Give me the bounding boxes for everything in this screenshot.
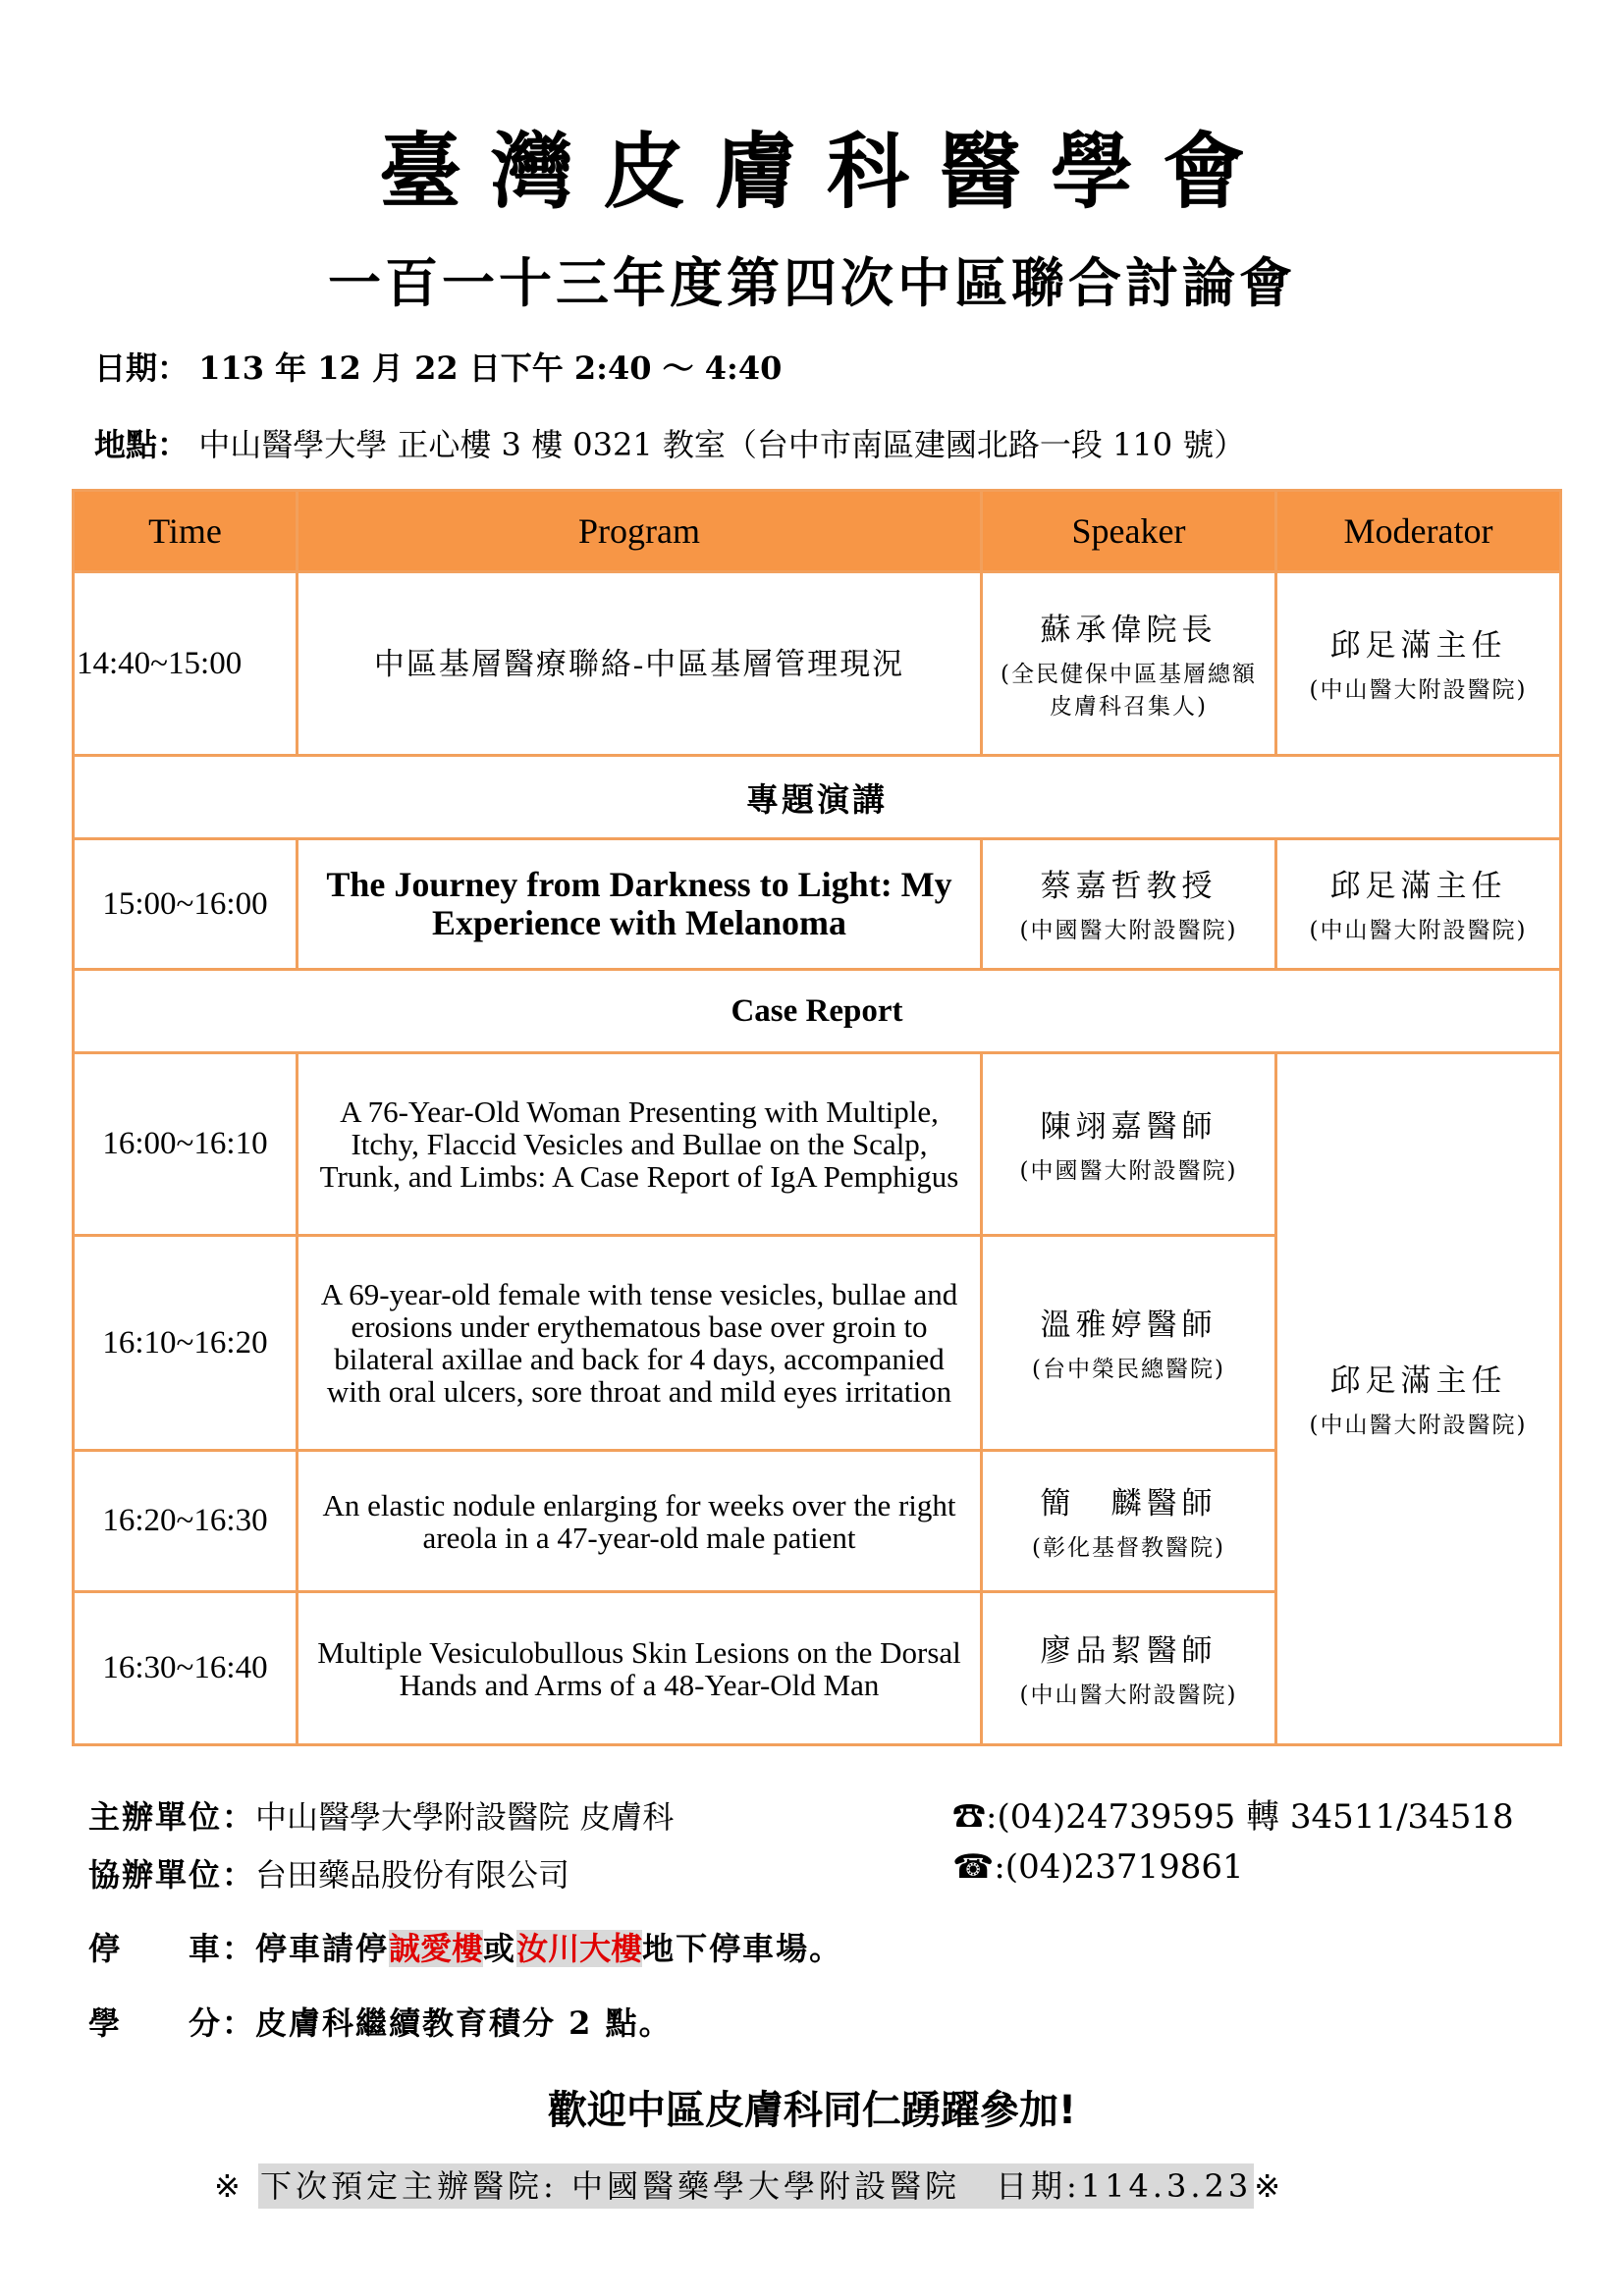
table-header-row — [74, 491, 1561, 572]
program-table — [72, 489, 1562, 1746]
speaker-affiliation: (彰化基督教醫院) — [1032, 1534, 1225, 1561]
organizer-value: 中山醫學大學附設醫院 皮膚科 — [255, 1798, 675, 1836]
moderator-affiliation: (中山醫大附設醫院) — [1309, 918, 1528, 943]
place-value: 中山醫學大學 正心樓 3 樓 0321 教室（台中市南區建國北路一段 110 號） — [198, 426, 1246, 463]
speaker-name: 廖品絜醫師 — [1040, 1632, 1218, 1669]
parking-text-mid: 或 — [483, 1930, 517, 1967]
speaker-affiliation: (全民健保中區基層總額皮膚科召集人) — [1001, 661, 1257, 720]
speaker-affiliation: (中國醫大附設醫院) — [1019, 1157, 1238, 1184]
next-meeting-text: 下次預定主辦醫院: 中國醫藥學大學附設醫院 日期:114.3.23 — [258, 2163, 1254, 2209]
header-speaker: Speaker — [982, 491, 1276, 572]
table-row — [74, 839, 1561, 970]
section-row — [74, 756, 1561, 839]
header-program: Program — [298, 491, 982, 572]
speaker-name: 蔡嘉哲教授 — [1040, 869, 1218, 904]
place-line — [94, 420, 1245, 465]
co-organizer-phone: ☎:(04)23719861 — [952, 1847, 1244, 1887]
program-cell: A 76-Year-Old Woman Presenting with Multiple, Itchy, Flaccid Vesicles and Bullae on the Scalp, Trunk, and Limbs: A Case Report of IgA Pemphigus — [298, 1053, 982, 1236]
reference-mark-left: ※ — [214, 2167, 244, 2205]
society-title: 臺灣皮膚科醫學會 — [378, 124, 1274, 220]
moderator-cell — [1276, 839, 1561, 970]
moderator-affiliation: (中山醫大附設醫院) — [1309, 677, 1528, 703]
speaker-name: 溫雅婷醫師 — [1040, 1308, 1218, 1343]
speaker-affiliation: (台中榮民總醫院) — [1032, 1357, 1225, 1382]
meeting-title: 一百一十三年度第四次中區聯合討論會 — [328, 252, 1296, 314]
time-cell: 16:00~16:10 — [74, 1053, 298, 1236]
welcome-message: 歡迎中區皮膚科同仁踴躍參加! — [547, 2088, 1077, 2133]
speaker-name: 陳翊嘉醫師 — [1040, 1108, 1218, 1145]
date-line — [94, 344, 782, 389]
moderator-name: 邱足滿主任 — [1329, 1363, 1507, 1399]
next-meeting-line — [214, 2162, 1284, 2207]
parking-line — [88, 1924, 842, 1969]
header-time: Time — [74, 491, 298, 572]
table-row — [74, 572, 1561, 756]
program-cell: An elastic nodule enlarging for weeks over the right areola in a 47-year-old male patient — [298, 1451, 982, 1592]
section-row — [74, 970, 1561, 1053]
section-case-report: Case Report — [74, 970, 1561, 1053]
time-cell: 14:40~15:00 — [74, 572, 298, 756]
organizer-line — [88, 1792, 674, 1838]
program-cell: Multiple Vesiculobullous Skin Lesions on the Dorsal Hands and Arms of a 48-Year-Old Man — [298, 1592, 982, 1745]
parking-building-1: 誠愛樓 — [389, 1930, 484, 1967]
speaker-affiliation: (中國醫大附設醫院) — [1019, 918, 1238, 943]
organizer-label: 主辦單位： — [88, 1798, 256, 1836]
co-organizer-line — [88, 1850, 569, 1896]
table-row — [74, 1053, 1561, 1236]
speaker-cell — [982, 839, 1276, 970]
header-moderator: Moderator — [1276, 491, 1561, 572]
credit-line — [88, 1999, 673, 2044]
moderator-name: 邱足滿主任 — [1329, 869, 1507, 904]
speaker-affiliation: (中山醫大附設醫院) — [1019, 1682, 1238, 1708]
place-label: 地點： — [94, 426, 189, 463]
credit-label: 學 分： — [88, 2004, 256, 2042]
program-cell: 中區基層醫療聯絡-中區基層管理現況 — [298, 572, 982, 756]
moderator-cell — [1276, 1053, 1561, 1745]
co-organizer-label: 協辦單位： — [88, 1856, 256, 1894]
program-cell: A 69-year-old female with tense vesicles, bullae and erosions under erythematous base over groin to bilateral axillae and back for 4 days, accompanied with oral ulcers, sore throat and mild eyes irritation — [298, 1236, 982, 1451]
credit-value: 皮膚科繼續教育積分 2 點。 — [255, 2004, 673, 2042]
parking-building-2: 汝川大樓 — [516, 1930, 643, 1967]
moderator-affiliation: (中山醫大附設醫院) — [1309, 1413, 1528, 1438]
speaker-cell — [982, 1236, 1276, 1451]
moderator-name: 邱足滿主任 — [1329, 628, 1507, 664]
parking-text-pre: 停車請停 — [255, 1930, 390, 1967]
organizer-phone: ☎:(04)24739595 轉 34511/34518 — [952, 1797, 1514, 1837]
speaker-cell — [982, 1592, 1276, 1745]
date-value: 113 年 12 月 22 日下午 2:40 ～ 4:40 — [198, 349, 783, 387]
parking-label: 停 車： — [88, 1930, 256, 1967]
speaker-name: 簡 麟醫師 — [1040, 1485, 1218, 1522]
speaker-name: 蘇承偉院長 — [1040, 612, 1218, 648]
time-cell: 15:00~16:00 — [74, 839, 298, 970]
moderator-cell — [1276, 572, 1561, 756]
date-label: 日期： — [94, 349, 189, 387]
speaker-cell — [982, 572, 1276, 756]
parking-text-post: 地下停車場。 — [642, 1930, 843, 1967]
reference-mark-right: ※ — [1254, 2167, 1285, 2205]
time-cell: 16:10~16:20 — [74, 1236, 298, 1451]
time-cell: 16:20~16:30 — [74, 1451, 298, 1592]
speaker-cell — [982, 1451, 1276, 1592]
co-organizer-value: 台田藥品股份有限公司 — [255, 1856, 570, 1894]
program-cell: The Journey from Darkness to Light: My Experience with Melanoma — [298, 839, 982, 970]
time-cell: 16:30~16:40 — [74, 1592, 298, 1745]
section-keynote: 專題演講 — [74, 756, 1561, 839]
speaker-cell — [982, 1053, 1276, 1236]
